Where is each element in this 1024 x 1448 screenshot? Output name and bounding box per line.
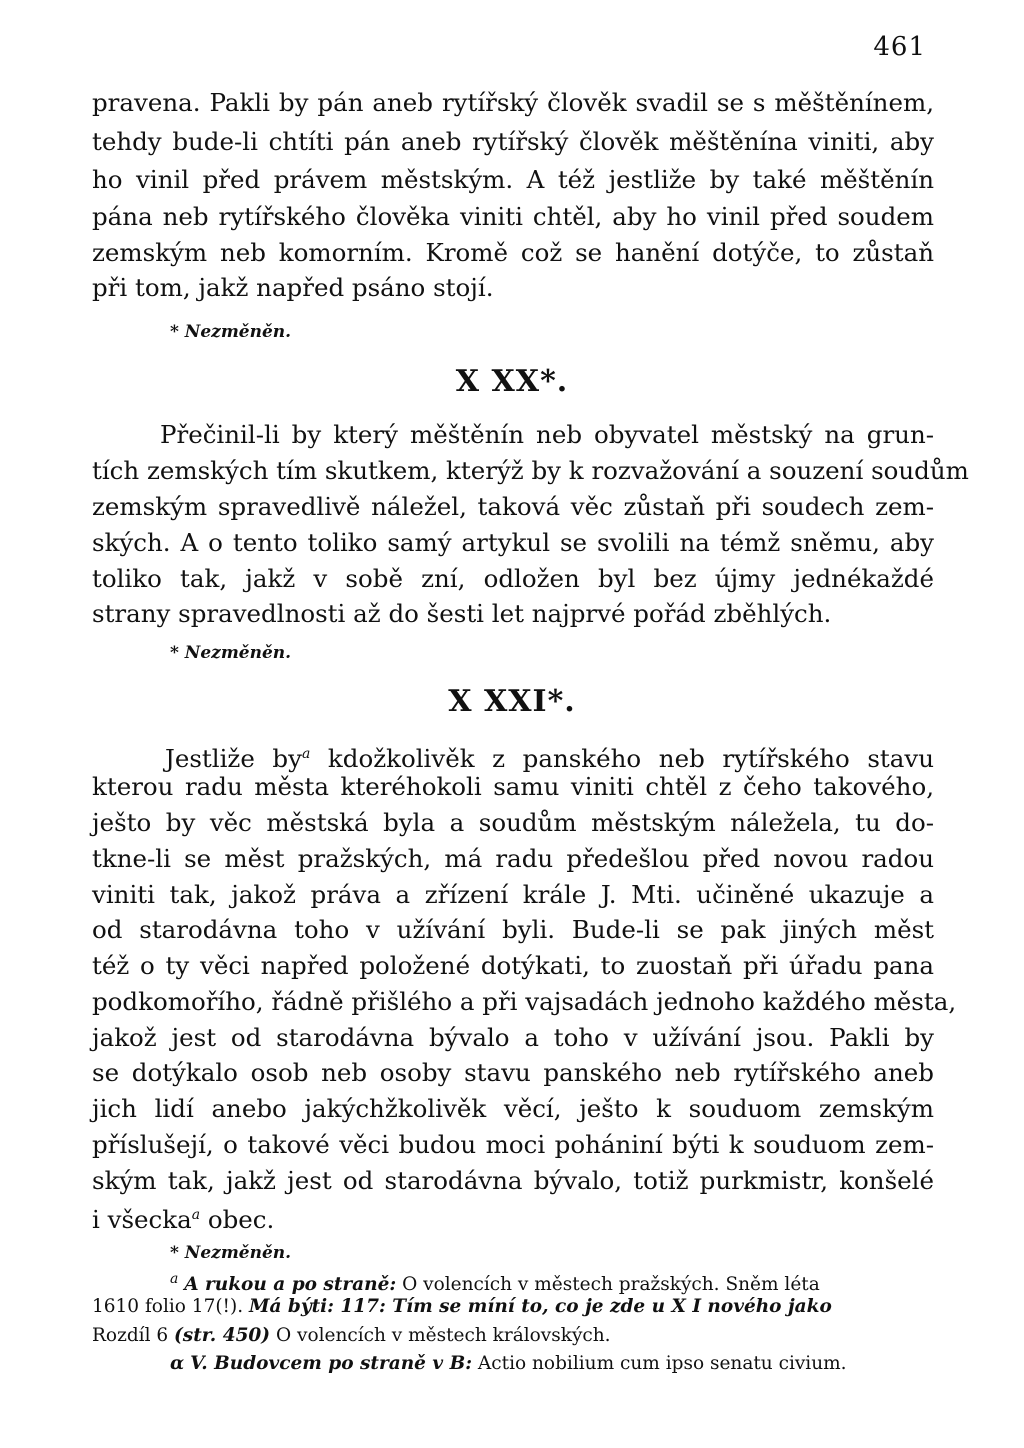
text-line: zemským neb komorním. Kromě což se hanění dotýče, to zůstaň xyxy=(92,238,934,267)
text-line: ho vinil před právem městským. A též jestliže by také měštěnín xyxy=(92,165,934,194)
footnote-marker: a xyxy=(191,1207,201,1223)
text-line: též o ty věci napřed položené dotýkati, to zuostaň při úřadu pana xyxy=(92,951,934,980)
text-line: ských. A o tento toliko samý artykul se svolili na témž sněmu, aby xyxy=(92,528,934,557)
text-line: od starodávna toho v užívání byli. Bude-li se pak jiných měst xyxy=(92,915,934,944)
text-line: zemským spravedlivě náležel, taková věc zůstaň při soudech zem- xyxy=(92,492,934,521)
text-line: podkomořího, řádně přišlého a při vajsadách jednoho každého města, xyxy=(92,987,957,1016)
footnote-marker: a xyxy=(301,746,311,762)
section-heading: X XX*. xyxy=(455,364,569,399)
text-line: tích zemských tím skutkem, kterýž by k rozvažování a souzení soudům xyxy=(92,456,969,485)
text-fragment: obec. xyxy=(200,1205,275,1235)
text-line: Přečinil-li by který měštěnín neb obyvatel městský na grun- xyxy=(160,420,934,449)
text-fragment: i všecka xyxy=(92,1205,192,1235)
text-line: jakož jest od starodávna bývalo a toho v užívání jsou. Pakli by xyxy=(92,1023,934,1052)
text-line: pravena. Pakli by pán aneb rytířský člověk svadil se s měštěnínem, xyxy=(92,88,934,117)
footnote-text: O volencích v městech královských. xyxy=(275,1325,611,1346)
editorial-note: * Nezměněn. xyxy=(170,1243,292,1263)
text-line xyxy=(92,1198,934,1237)
footnote-text: O volencích v městech pražských. Sněm léta xyxy=(402,1274,820,1296)
page-number: 461 xyxy=(873,32,926,62)
footnote-text: 1610 folio 17(!). xyxy=(92,1296,244,1317)
text-line: příslušejí, o takové věci budou moci pohániní býti k souduom zem- xyxy=(92,1130,934,1159)
text-line: strany spravedlnosti až do šesti let najprvé pořád zběhlých. xyxy=(92,599,832,628)
text-line: jich lidí anebo jakýchžkolivěk věcí, ješto k souduom zemským xyxy=(92,1094,934,1123)
text-fragment: kdožkolivěk z panského neb rytířského stavu xyxy=(310,744,934,774)
text-line: toliko tak, jakž v sobě zní, odložen byl bez újmy jednékaždé xyxy=(92,564,934,593)
footnote-alpha xyxy=(170,1350,847,1378)
text-line: ským tak, jakž jest od starodávna bývalo, totiž purkmistr, konšelé xyxy=(92,1166,934,1195)
text-line: ješto by věc městská byla a soudům městským náležela, tu do- xyxy=(92,808,934,837)
footnote-text: Actio nobilium cum ipso senatu civium. xyxy=(477,1353,847,1374)
footnote-a-line3 xyxy=(92,1322,611,1350)
text-line: pána neb rytířského člověka viniti chtěl, aby ho vinil před soudem xyxy=(92,202,934,231)
footnote-marker: a xyxy=(170,1271,179,1287)
footnote-marker: α xyxy=(170,1353,185,1374)
text-fragment: Jestliže by xyxy=(165,744,302,774)
text-line: tkne-li se měst pražských, má radu předešlou před novou radou xyxy=(92,844,934,873)
footnote-text: Rozdíl 6 xyxy=(92,1325,169,1346)
footnote-label: V. Budovcem po straně v B: xyxy=(190,1353,473,1374)
text-line: se dotýkalo osob neb osoby stavu panského neb rytířského aneb xyxy=(92,1058,934,1087)
text-line: při tom, jakž napřed psáno stojí. xyxy=(92,273,494,302)
text-line: viniti tak, jakož práva a zřízení krále J. Mti. učiněné ukazuje a xyxy=(92,880,934,909)
section-heading: X XXI*. xyxy=(448,684,576,719)
editorial-note: * Nezměněn. xyxy=(170,643,292,663)
editorial-note: * Nezměněn. xyxy=(170,322,292,342)
footnote-label: A rukou a po straně: xyxy=(184,1274,397,1296)
footnote-a-line2 xyxy=(92,1293,832,1321)
footnote-italic: (str. 450) xyxy=(174,1325,271,1346)
text-line: tehdy bude-li chtíti pán aneb rytířský člověk měštěnína viniti, aby xyxy=(92,127,934,156)
footnote-italic: Má býti: 117: Tím se míní to, co je zde u X I nového jako xyxy=(248,1296,832,1317)
text-line: kterou radu města kteréhokoli samu viniti chtěl z čeho takového, xyxy=(92,772,934,801)
